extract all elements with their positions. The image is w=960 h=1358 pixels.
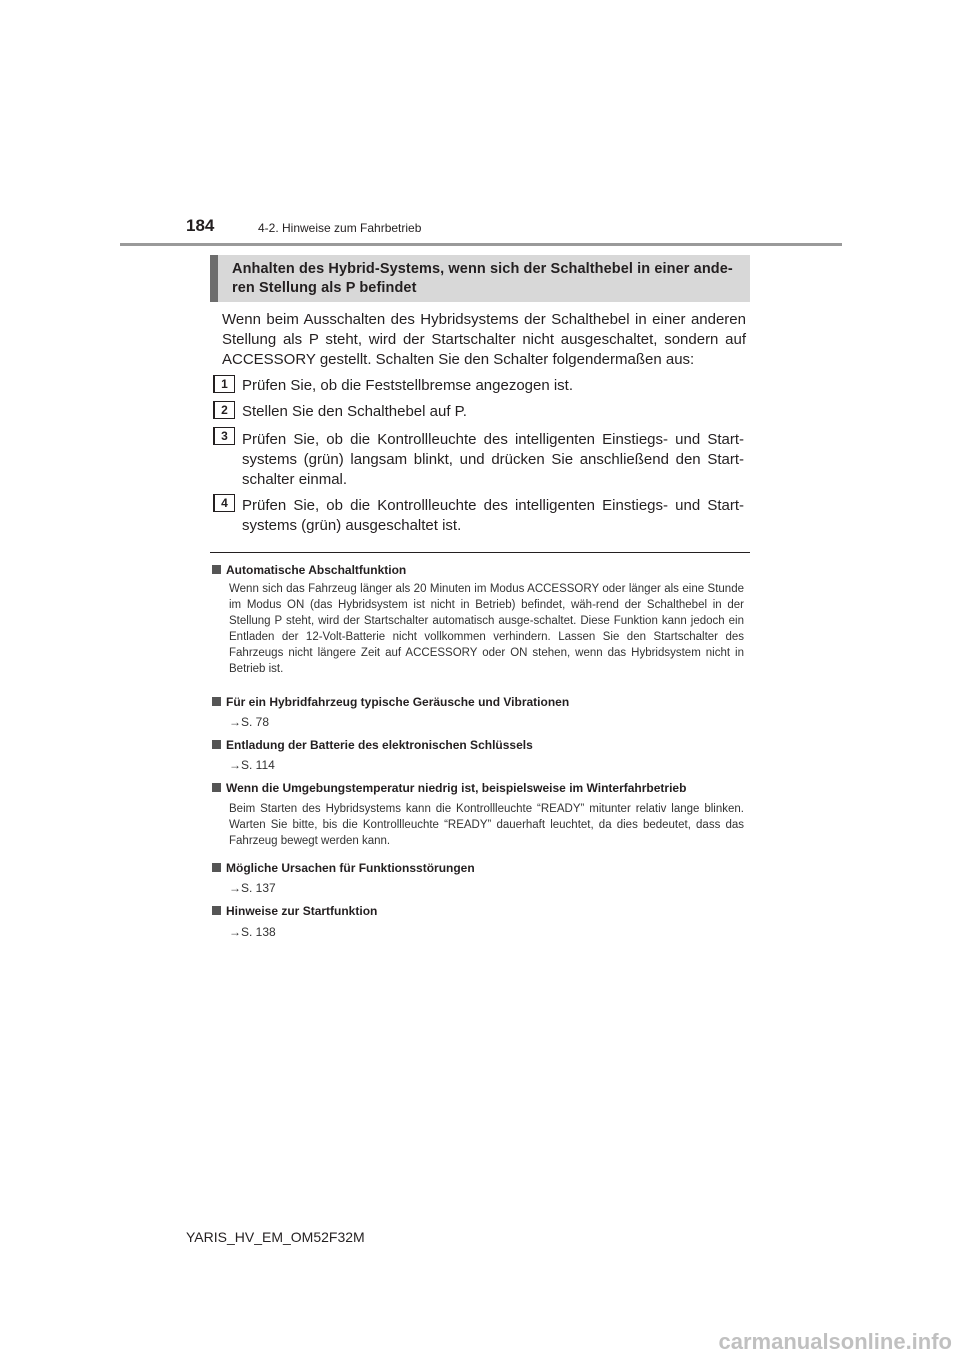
note-heading bbox=[212, 694, 752, 711]
square-bullet-icon bbox=[212, 906, 221, 915]
step-number-badge: 4 bbox=[213, 494, 235, 512]
notes-divider bbox=[210, 552, 750, 553]
note-heading bbox=[212, 780, 752, 797]
page-reference: →S. 137 bbox=[229, 881, 276, 895]
note-title: Entladung der Batterie des elektronischen Schlüssels bbox=[226, 738, 533, 752]
note-title: Wenn die Umgebungstemperatur niedrig ist, beispielsweise im Winterfahrbetrieb bbox=[226, 781, 687, 795]
topic-heading: Anhalten des Hybrid-Systems, wenn sich der Schalthebel in einer ande-ren Stellung als P befindet bbox=[232, 261, 733, 296]
section-title: 4-2. Hinweise zum Fahrbetrieb bbox=[258, 221, 422, 235]
note-title: Automatische Abschaltfunktion bbox=[226, 563, 407, 577]
note-title: Hinweise zur Startfunktion bbox=[226, 904, 378, 918]
step-number-badge: 2 bbox=[213, 401, 235, 419]
header-divider bbox=[120, 243, 842, 246]
note-heading bbox=[212, 737, 752, 754]
note-heading bbox=[212, 860, 752, 877]
step-text: Prüfen Sie, ob die Feststellbremse angezogen ist. bbox=[242, 377, 574, 394]
document-code: YARIS_HV_EM_OM52F32M bbox=[186, 1229, 365, 1245]
page-number: 184 bbox=[186, 216, 215, 235]
square-bullet-icon bbox=[212, 783, 221, 792]
step-text: Stellen Sie den Schalthebel auf P. bbox=[242, 403, 467, 420]
note-title: Für ein Hybridfahrzeug typische Geräusche und Vibrationen bbox=[226, 695, 570, 709]
page-reference: →S. 138 bbox=[229, 925, 276, 939]
step-text: Prüfen Sie, ob die Kontrollleuchte des intelligenten Einstiegs- und Start-systems (grün) langsam blinkt, und drücken Sie anschließend den Start-schalter einmal. bbox=[242, 431, 744, 488]
note-title: Mögliche Ursachen für Funktionsstörungen bbox=[226, 861, 475, 875]
step-number-badge: 1 bbox=[213, 375, 235, 393]
note-body: Wenn sich das Fahrzeug länger als 20 Minuten im Modus ACCESSORY oder länger als eine Stunde im Modus ON (das Hybridsystem ist nicht in Betrieb) befindet, wäh-rend der Schalthebel in der Stellung P steht, wird der Startschalter automatisch ausge-schaltet. Diese Funktion kann jedoch ein Entladen der 12-Volt-Batterie nicht vollkommen verhindern. Lassen Sie den Startschalter des Fahrzeugs nicht längere Zeit auf ACCESSORY oder ON stehen, wenn das Hybridsystem nicht in Betrieb ist. bbox=[229, 583, 744, 675]
step-text: Prüfen Sie, ob die Kontrollleuchte des intelligenten Einstiegs- und Start-systems (grün) ausgeschaltet ist. bbox=[242, 497, 744, 534]
step-number-badge: 3 bbox=[213, 427, 235, 445]
watermark: carmanualsonline.info bbox=[718, 1329, 952, 1354]
topic-heading-box bbox=[210, 255, 750, 302]
intro-paragraph: Wenn beim Ausschalten des Hybridsystems der Schalthebel in einer anderen Stellung als P steht, wird der Startschalter nicht ausgeschaltet, sondern auf ACCESSORY gestellt. Schalten Sie den Schalter folgendermaßen aus: bbox=[222, 311, 746, 368]
note-heading bbox=[212, 562, 752, 579]
page-reference: →S. 78 bbox=[229, 715, 270, 729]
square-bullet-icon bbox=[212, 863, 221, 872]
note-body: Beim Starten des Hybridsystems kann die Kontrollleuchte “READY” mitunter relativ lange blinken. Warten Sie bitte, bis die Kontrollleuchte “READY” dauerhaft leuchtet, da dies bedeutet, dass das Fahrzeug bewegt werden kann. bbox=[229, 803, 744, 847]
square-bullet-icon bbox=[212, 697, 221, 706]
page-reference: →S. 114 bbox=[229, 758, 275, 772]
square-bullet-icon bbox=[212, 565, 221, 574]
square-bullet-icon bbox=[212, 740, 221, 749]
note-heading bbox=[212, 903, 752, 920]
